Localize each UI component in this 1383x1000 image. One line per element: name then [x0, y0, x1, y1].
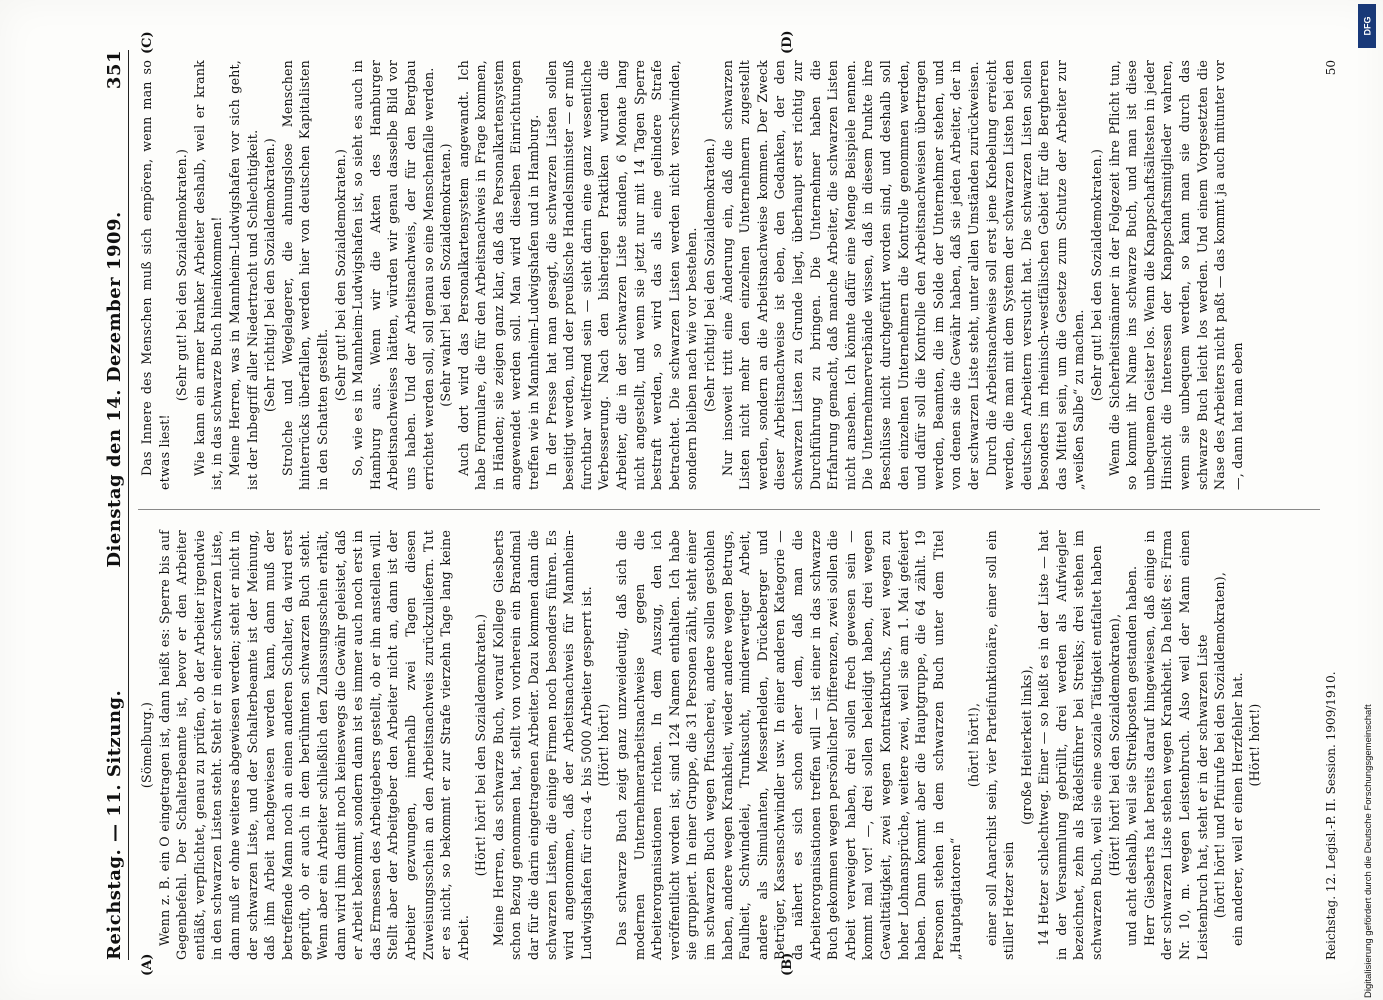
paragraph: Nur insoweit tritt eine Änderung ein, daß die schwarzen Listen nicht mehr den einzelnen Unternehmern zugestellt werden, sondern an die Arbeitsnachweise kommen. Der Zweck dieser Arbeitsnachweise ist eben, den Gedanken, der den schwarzen Listen zu Grunde liegt, überhaupt erst richtig zur Durchführung zu bringen. Die Unternehmer haben die Erfahrung gemacht, daß manche Arbeiter, die schwarzen Listen nicht ansehen. Ich könnte dafür eine Menge Beispiele nennen. Die Unternehmerverbände wissen, daß in diesem Punkte ihre Beschlüsse nicht durchgeführt worden sind, und deshalb soll den einzelnen Unternehmern die Kontrolle genommen werden, und dafür soll die Kontrolle den Arbeitsnachweisen übertragen werden, Beamten, die im Solde der Unternehmer stehen, und von denen sie die Gewähr haben, daß sie jeden Arbeiter, der in der schwarzen Liste steht, unter allen Umständen zurückweisen.	[719, 60, 981, 490]
paragraph: (Sömelburg.)	[139, 701, 154, 789]
margin-marker-a: (A)	[140, 953, 155, 976]
paragraph: Wie kann ein armer kranker Arbeiter deshalb, weil er krank ist, in das schwarze Buch hineinkommen!	[191, 60, 225, 490]
paragraph: (Sehr gut! bei den Sozialdemokraten.)	[1089, 148, 1105, 402]
paragraph: (große Heiterkeit links),	[1018, 665, 1034, 825]
paragraph: Auch dort wird das Personalkartensystem angewandt. Ich habe Formulare, die für den Arbeitsnachweis in Frage kommen, in Händen; sie zeigen ganz klar, daß das Personalkartensystem angewendet werden soll. Man wird dieselben Einrichtungen treffen wie in Mannheim-Ludwigshafen und in Hamburg.	[455, 60, 542, 490]
paragraph: Das schwarze Buch zeigt ganz unzweideutig, daß sich die modernen Unternehmerarbeitsnachweise gegen die Arbeiterorganisationen richten. In dem Auszug, den ich veröffentlicht worden ist, sind 124 Namen enthalten. Ich habe sie gruppiert. In einer Gruppe, die 31 Personen zählt, steht einer im schwarzen Buch wegen Pfuscherei, andere sollen gestohlen haben, andere wegen Krankheit, wieder andere wegen Betrugs, Faulheit, Schwindelei, Trunksucht, minderwertiger Arbeit, andere als Simulanten, Messerhelden, Drückeberger und Betrüger, Kassenschwindler usw. In einer anderen Kategorie — da nähert es sich schon eher dem, daß man die Arbeiterorganisationen treffen will — ist einer in das schwarze Buch gekommen wegen persönlicher Differenzen, zwei sollen die Arbeit verweigert haben, drei sollen frech gewesen sein — kommt mal vor! —, drei sollen beleidigt haben, drei wegen Gewalttätigkeit, zwei wegen Kontraktbruchs, zwei wegen zu hoher Lohnansprüche, weitere zwei, weil sie am 1. Mai gefeiert haben. Dann kommt aber die Hauptgruppe, die 64 zählt. 19 Personen stehen in dem schwarzen Buch unter dem Titel „Hauptagitatoren“	[614, 530, 964, 960]
paragraph: (Sehr wahr! bei den Sozialdemokraten.)	[438, 143, 454, 407]
paragraph: So, wie es in Mannheim-Ludwigshafen ist, so sieht es auch in Hamburg aus. Wenn wir die Akten des Hamburger Arbeitsnachweises hätten, würden wir genau dasselbe Bild vor uns haben. Und der Arbeitsnachweis, der für den Bergbau errichtet werden soll, soll genau so eine Menschenfalle werden.	[350, 60, 436, 490]
paragraph: (hört! hört!),	[965, 702, 981, 788]
header-left: Reichstag. — 11. Sitzung.	[103, 689, 125, 960]
paragraph: Das Innere des Menschen muß sich empören, wenn man so etwas liest!	[139, 60, 172, 490]
paragraph: In der Presse hat man gesagt, die schwarzen Listen sollen beseitigt werden, und der preußische Handelsminister — er muß furchtbar weltfremd sein — sieht darin eine ganz wesentliche Verbesserung. Nach den bisherigen Praktiken wurden die Arbeiter, die in der schwarzen Liste standen, 6 Monate lang nicht angestellt, und wenn sie jetzt nur mit 14 Tagen Sperre bestraft werden, so wird das als eine gelindere Strafe betrachtet. Die schwarzen Listen werden nicht verschwinden, sondern bleiben nach wie vor bestehen.	[543, 60, 700, 490]
column-divider	[138, 509, 1320, 510]
digitization-notice: Digitalisierung gefördert durch die Deutsche Forschungsgemeinschaft	[1363, 704, 1374, 998]
paragraph: (Hört! hört! bei den Sozialdemokraten.)	[473, 613, 489, 877]
running-header	[100, 50, 129, 960]
paragraph: (hört! hört! und Pfuirufe bei den Sozialdemokraten),	[1212, 571, 1228, 919]
paragraph: Herr Giesberts hat bereits darauf hingewiesen, daß einige in der schwarzen Liste stehen wegen Krankheit. Da heißt es: Firma Nr. 10, m. wegen Leistenbruch. Also weil der Mann einen Leistenbruch hat, steht er in der schwarzen Liste	[1141, 530, 1210, 960]
paragraph: Strolche und Wegelagerer, die ahnungslose Menschen hinterrücks überfallen, werden hier von deutschen Kapitalisten in den Schatten gestellt.	[279, 60, 330, 490]
paragraph: und acht deshalb, weil sie Streikposten gestanden haben.	[1124, 565, 1140, 946]
margin-marker-d: (D)	[780, 30, 795, 54]
paragraph: Wenn z. B. ein O eingetragen ist, dann heißt es: Sperre bis auf Gegenbefehl. Der Schalterbeamte ist, bevor er den Arbeiter entläßt, verpflichtet, genau zu prüfen, ob der Arbeiter irgendwie in den schwarzen Listen steht. Steht er in einer schwarzen Liste, dann muß er ohne weiteres abgewiesen werden; steht er nicht in der schwarzen Liste, und der Schalterbeamte ist der Meinung, daß ihm Arbeit nachgewiesen werden kann, dann muß der betreffende Mann noch an einen anderen Schalter, da wird erst geprüft, ob er auch in dem berühmten schwarzen Buch steht. Wenn aber ein Arbeiter schließlich den Zulassungsschein erhält, dann wird ihm damit noch keineswegs die Gewähr geleistet, daß er Arbeit bekommt, sondern dann ist es immer auch noch erst in das Ermessen des Arbeitgebers gestellt, ob er ihn anstellen will. Stellt aber der Arbeitgeber den Arbeiter nicht an, dann ist der Arbeiter gezwungen, innerhalb zwei Tagen diesen Zuweisungsschein an den Arbeitsnachweis zurückzuliefern. Tut er es nicht, so bekommt er zur Strafe vierzehn Tage lang keine Arbeit.	[156, 530, 471, 960]
paragraph: (Sehr richtig! bei den Sozialdemokraten.)	[702, 137, 717, 413]
paragraph: (Sehr gut! bei den Sozialdemokraten.)	[174, 148, 190, 402]
paragraph: 14 Hetzer schlechtweg. Einer — so heißt es in der Liste — hat in der Versammlung gebrüllt, drei werden als Aufwiegler bezeichnet, zehn als Rädelsführer bei Streiks; drei stehen im schwarzen Buch, weil sie eine soziale Tätigkeit entfaltet haben	[1036, 530, 1105, 960]
footer-session: Reichstag. 12. Legisl.-P. II. Session. 1909/1910.	[1324, 671, 1338, 960]
paragraph: ein anderer, weil er einen Herzfehler hat.	[1229, 672, 1245, 946]
text-column-left	[138, 530, 1264, 960]
page-number: 351	[103, 50, 125, 90]
dfg-logo	[1358, 4, 1376, 48]
paragraph: (Hört! hört!)	[596, 703, 612, 787]
paragraph: Durch die Arbeitsnachweise soll erst jene Knebelung erreicht werden, die man mit dem System der schwarzen Listen bei den deutschen Arbeitern versucht hat. Die schwarzen Listen sollen besonders im rheinisch-westfälischen Gebiet für die Bergherren das Mittel sein, um die Gesetze zum Schutze der Arbeiter zur „weißen Salbe“ zu machen.	[983, 60, 1087, 490]
margin-marker-b: (B)	[780, 952, 795, 976]
paragraph: Wenn die Sicherheitsmänner in der Folgezeit ihre Pflicht tun, so kommt ihr Name ins schwarze Buch, und man ist diese unbequemen Geister los. Wenn die Knappschaftsältesten in jeder Hinsicht die Interessen der Knappschaftsmitglieder wahren, wenn sie unbequem werden, so kann man sie durch das schwarze Buch leicht los werden. Und einem Vorgesetzten die Nase des Arbeiters nicht paßt — das kommt ja auch mitunter vor —, dann hat man eben	[1106, 60, 1245, 490]
margin-marker-c: (C)	[140, 31, 155, 54]
paragraph: einer soll Anarchist sein, vier Parteifunktionäre, einer soll ein stiller Hetzer sein	[983, 530, 1017, 960]
paragraph: Meine Herren, was in Mannheim-Ludwigshafen vor sich geht, ist der Inbegriff aller Niedertracht und Schlechtigkeit.	[226, 60, 260, 490]
paragraph: (Hört! hört!)	[1247, 703, 1263, 787]
text-column-right	[138, 60, 1246, 490]
paragraph: (Sehr gut! bei den Sozialdemokraten.)	[332, 148, 348, 402]
paragraph: (Sehr richtig! bei den Sozialdemokraten.)	[262, 137, 278, 413]
footer-sheet-number: 50	[1324, 60, 1338, 76]
dfg-logo-text: DFG	[1362, 16, 1372, 36]
paragraph: (Hört! hört! bei den Sozialdemokraten),	[1106, 613, 1122, 877]
paragraph: Meine Herren, das schwarze Buch, worauf Kollege Giesberts schon Bezug genommen hat, stellt von vorherein ein Brandmal dar für die darin eingetragenen Arbeiter. Dazu kommen dann die schwarzen Listen, die einige Firmen noch besonders führen. Es wird angenommen, daß der Arbeitsnachweis für Mannheim-Ludwigshafen für circa 4- bis 5000 Arbeiter gesperrt ist.	[490, 530, 594, 960]
header-date: Dienstag den 14. Dezember 1909.	[103, 211, 125, 568]
document-sheet	[80, 20, 1360, 980]
